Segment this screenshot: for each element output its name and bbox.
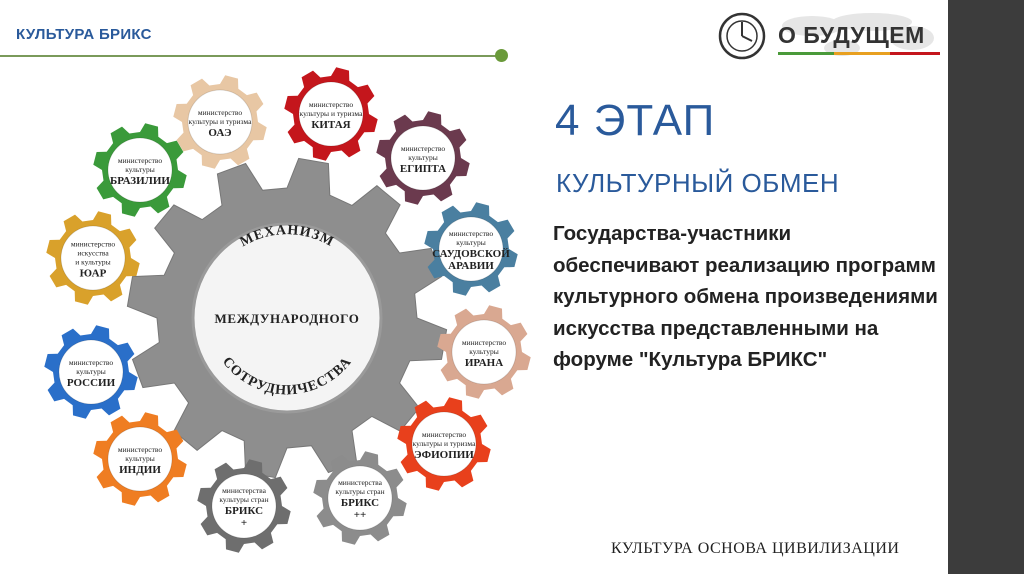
gear-ministry-text: культуры и туризма bbox=[412, 439, 476, 448]
description-text: Государства-участники обеспечивают реализацию программ культурного обмена произведениями искусства представленными на форуме "Культура БРИКС" bbox=[553, 222, 938, 371]
compass-clock-icon bbox=[720, 14, 764, 58]
gear-ministry-text: культуры стран bbox=[335, 487, 385, 496]
gear-country-text: ++ bbox=[353, 509, 367, 521]
gear-ministry-text: министерство bbox=[461, 338, 507, 347]
gear-ministry-text: министерства bbox=[222, 486, 266, 495]
country-gear bbox=[376, 111, 469, 204]
logo-text: О БУДУЩЕМ bbox=[778, 22, 925, 48]
gear-country-text: ОАЭ bbox=[208, 127, 232, 139]
gear-ministry-text: министерство bbox=[117, 156, 163, 165]
gear-country-text: БРИКС bbox=[224, 505, 264, 517]
gear-ministry-text: культуры bbox=[469, 347, 499, 356]
gear-ministry-text: министерство bbox=[448, 229, 494, 238]
gear-country-text: БРАЗИЛИИ bbox=[110, 175, 170, 187]
gear-ministry-text: министерство bbox=[70, 239, 116, 249]
gear-ministry-text: культуры bbox=[408, 153, 438, 162]
gear-ministry-text: министерство bbox=[117, 445, 163, 454]
country-gear bbox=[93, 412, 186, 505]
central-gear bbox=[127, 158, 446, 477]
country-gear bbox=[284, 67, 377, 160]
gear-country-text: ИНДИИ bbox=[119, 464, 161, 476]
gear-ministry-text: и культуры bbox=[75, 257, 111, 267]
gear-country-text: АРАВИИ bbox=[448, 260, 494, 272]
gear-country-text: БРИКС bbox=[340, 497, 380, 509]
gear-ministry-text: культуры bbox=[456, 238, 486, 247]
gear-ministry-text: министерство bbox=[400, 144, 446, 153]
gear-country-text: ЕГИПТА bbox=[399, 163, 447, 175]
gear-ministry-text: министерство bbox=[421, 430, 467, 439]
gear-country-text: ИРАНА bbox=[464, 357, 504, 369]
gear-ministry-text: министерство bbox=[197, 108, 243, 117]
header-title: КУЛЬТУРА БРИКС bbox=[16, 26, 152, 43]
gear-ministry-text: культуры bbox=[125, 454, 155, 463]
center-line-2: МЕЖДУНАРОДНОГО bbox=[214, 311, 360, 326]
gear-country-text: ЭФИОПИИ bbox=[414, 449, 474, 461]
gear-country-text: САУДОВСКОЙ bbox=[432, 248, 510, 260]
country-gear bbox=[173, 75, 266, 168]
gear-ministry-text: культуры и туризма bbox=[188, 117, 252, 126]
footer-motto: КУЛЬТУРА ОСНОВА ЦИВИЛИЗАЦИИ bbox=[611, 540, 900, 557]
gear-ministry-text: культуры и туризма bbox=[299, 109, 363, 118]
country-gear bbox=[424, 202, 517, 295]
gear-country-text: РОССИИ bbox=[66, 377, 116, 389]
gear-country-text: ЮАР bbox=[79, 267, 107, 280]
country-gear bbox=[93, 123, 186, 216]
gear-ministry-text: министерство bbox=[308, 100, 354, 109]
center-line-1: МЕХАНИЗМ bbox=[237, 223, 337, 251]
gear-ministry-text: министерство bbox=[68, 358, 114, 367]
gear-ministry-text: культуры стран bbox=[219, 495, 269, 504]
gear-ministry-text: культуры bbox=[125, 165, 155, 174]
center-line-3: СОТРУДНИЧЕСТВА bbox=[219, 354, 355, 399]
right-dark-strip bbox=[948, 0, 1024, 574]
country-gear bbox=[44, 325, 137, 418]
gear-country-text: + bbox=[240, 517, 248, 529]
gear-country-text: КИТАЯ bbox=[311, 119, 351, 131]
gear-ministry-text: культуры bbox=[76, 367, 106, 376]
country-gear bbox=[437, 305, 530, 398]
stage-title: 4 ЭТАП bbox=[555, 96, 716, 145]
country-gear bbox=[46, 211, 139, 304]
stage-subtitle: КУЛЬТУРНЫЙ ОБМЕН bbox=[556, 168, 840, 198]
gear-ministry-text: министерства bbox=[338, 478, 382, 487]
gear-ministry-text: искусства bbox=[77, 248, 109, 258]
